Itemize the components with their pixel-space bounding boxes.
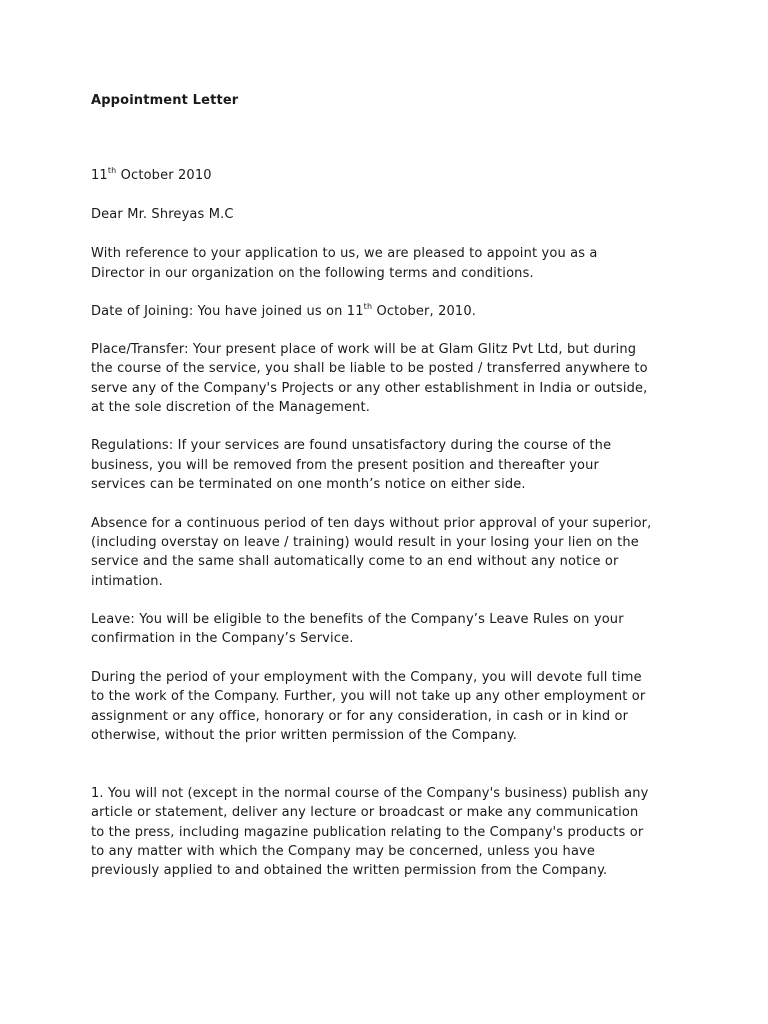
intro-line: Director in our organization on the following terms and conditions. — [91, 266, 534, 281]
leave-line: Leave: You will be eligible to the benefits of the Company’s Leave Rules on your — [91, 612, 624, 627]
joining-text: Date of Joining: You have joined us on 11 — [91, 304, 364, 319]
clause-1-line: previously applied to and obtained the written permission from the Company. — [91, 863, 608, 878]
regulations-line: services can be terminated on one month’s notice on either side. — [91, 477, 526, 492]
absence-line: Absence for a continuous period of ten days without prior approval of your superior, — [91, 516, 652, 531]
place-transfer-line: Place/Transfer: Your present place of work will be at Glam Glitz Pvt Ltd, but during — [91, 342, 637, 357]
employment-line: to the work of the Company. Further, you will not take up any other employment or — [91, 689, 646, 704]
joining-suffix: th — [363, 302, 373, 311]
clause-1-line: 1. You will not (except in the normal course of the Company's business) publish any — [91, 786, 649, 801]
intro-line: With reference to your application to us, we are pleased to appoint you as a — [91, 246, 598, 261]
clause-1-line: to the press, including magazine publication relating to the Company's products or — [91, 825, 644, 840]
regulations-line: business, you will be removed from the present position and thereafter your — [91, 458, 600, 473]
clause-1-line: to any matter with which the Company may be concerned, unless you have — [91, 844, 596, 859]
employment-line: During the period of your employment with the Company, you will devote full time — [91, 670, 642, 685]
joining-date-line — [91, 302, 476, 321]
date-suffix: th — [107, 166, 117, 175]
salutation: Dear Mr. Shreyas M.C — [91, 207, 234, 222]
document-title: Appointment Letter — [91, 93, 239, 108]
absence-line: service and the same shall automatically come to an end without any notice or — [91, 554, 619, 569]
place-transfer-line: the course of the service, you shall be liable to be posted / transferred anywhere to — [91, 361, 648, 376]
joining-date-rest: October, 2010. — [372, 304, 477, 319]
date-rest: October 2010 — [116, 168, 212, 183]
letter-date — [91, 166, 212, 185]
date-day: 11 — [91, 168, 108, 183]
absence-line: intimation. — [91, 574, 163, 589]
employment-line: assignment or any office, honorary or for any consideration, in cash or in kind or — [91, 709, 629, 724]
absence-line: (including overstay on leave / training) would result in your losing your lien on the — [91, 535, 639, 550]
clause-1-line: article or statement, deliver any lecture or broadcast or make any communication — [91, 805, 639, 820]
employment-line: otherwise, without the prior written permission of the Company. — [91, 728, 518, 743]
leave-line: confirmation in the Company’s Service. — [91, 631, 354, 646]
place-transfer-line: at the sole discretion of the Management. — [91, 400, 371, 415]
place-transfer-line: serve any of the Company's Projects or any other establishment in India or outside, — [91, 381, 648, 396]
regulations-line: Regulations: If your services are found unsatisfactory during the course of the — [91, 438, 612, 453]
